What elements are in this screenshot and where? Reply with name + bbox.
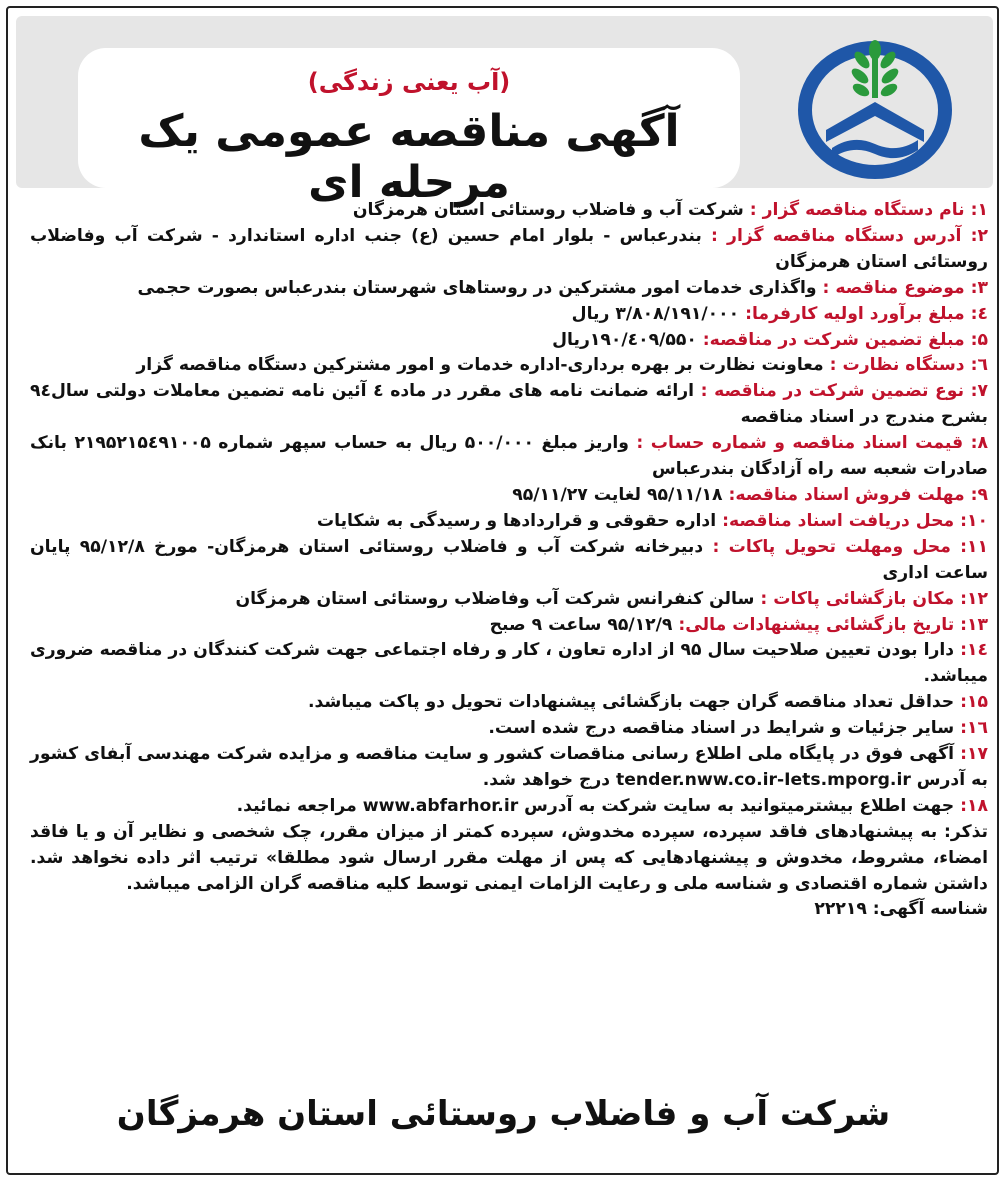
list-item [30, 431, 988, 483]
list-item [30, 535, 988, 587]
water-company-logo-icon [786, 30, 964, 182]
item-text: ۱۹۰/٤۰۹/۵۵۰ریال [552, 329, 703, 350]
item-text: سایر جزئیات و شرایط در اسناد مناقصه درج شده است. [488, 718, 961, 739]
item-label: ٦: دستگاه نظارت : [829, 355, 988, 376]
header-band [16, 16, 993, 208]
ad-id: شناسه آگهی: ۲۲۲۱۹ [814, 899, 988, 920]
item-label: ۱۵: [960, 692, 988, 713]
item-text: سالن کنفرانس شرکت آب وفاضلاب روستائی استان هرمزگان [235, 588, 761, 609]
item-label: ٤: مبلغ برآورد اولیه کارفرما: [745, 303, 988, 324]
item-label: ۱۲: مکان بازگشائی پاکات : [760, 588, 988, 609]
item-text: ۹۵/۱۱/۱۸ لغایت ۹۵/۱۱/۲۷ [512, 484, 729, 505]
item-label: ۸: قیمت اسناد مناقصه و شماره حساب : [636, 433, 988, 454]
list-item [30, 587, 988, 613]
item-text: جهت اطلاع بیشترمیتوانید به سایت شرکت به آدرس www.abfarhor.ir مراجعه نمائید. [236, 795, 961, 816]
item-label: ۱۸: [960, 795, 988, 816]
item-text: بندرعباس - بلوار امام حسین (ع) جنب اداره استاندارد - شرکت آب وفاضلاب روستائی استان هرمزگان [30, 225, 988, 272]
page-title: آگهی مناقصه عمومی یک مرحله ای [138, 106, 680, 208]
item-label: ۱٦: [960, 718, 988, 739]
item-text: دبیرخانه شرکت آب و فاضلاب روستائی استان هرمزگان- مورخ ۹۵/۱۲/۸ پایان ساعت اداری [30, 536, 988, 583]
list-item [30, 638, 988, 690]
item-text: حداقل تعداد مناقصه گران جهت بازگشائی پیشنهادات تحویل دو پاکت میباشد. [307, 692, 961, 713]
list-item [30, 353, 988, 379]
item-label: ۵: مبلغ تضمین شرکت در مناقصه: [702, 329, 988, 350]
list-item [30, 302, 988, 328]
company-signature: شرکت آب و فاضلاب روستائی استان هرمزگان [116, 1094, 891, 1134]
list-item [30, 509, 988, 535]
list-item [30, 742, 988, 794]
item-label: ۱۳: تاریخ بازگشائی پیشنهادات مالی: [678, 614, 988, 635]
item-text: اداره حقوقی و قراردادها و رسیدگی به شکایات [316, 510, 723, 531]
item-label: ۲: آدرس دستگاه مناقصه گزار : [711, 225, 988, 246]
item-text: ارائه ضمانت نامه های مقرر در ماده ٤ آئین نامه تضمین معاملات دولتی سال۹٤ بشرح مندرج در اسناد مناقصه [30, 381, 988, 428]
list-item [30, 690, 988, 716]
item-label: ۱٤: [960, 640, 988, 661]
list-item [30, 483, 988, 509]
item-text: دارا بودن تعیین صلاحیت سال ۹۵ از اداره تعاون ، کار و رفاه اجتماعی جهت شرکت کنندگان در مناقصه ضروری میباشد. [30, 640, 988, 687]
item-label: ۹: مهلت فروش اسناد مناقصه: [728, 484, 988, 505]
title-box [78, 48, 740, 208]
item-text: شرکت آب و فاضلاب روستائی استان هرمزگان [352, 200, 750, 220]
list-item [30, 716, 988, 742]
item-label: ۳: موضوع مناقصه : [822, 277, 988, 298]
notice-body [30, 198, 988, 1108]
item-label: ۱: نام دستگاه مناقصه گزار : [749, 200, 988, 220]
item-text: واریز مبلغ ۵۰۰/۰۰۰ ریال به حساب سپهر شماره ۲۱۹۵۲۱۵٤۹۱۰۰۵ بانک صادرات شعبه سه راه آزادگان بندرعباس [30, 433, 988, 480]
item-label: ۷: نوع تضمین شرکت در مناقصه : [700, 381, 988, 402]
list-item [30, 276, 988, 302]
list-item [30, 613, 988, 639]
item-text: ۹۵/۱۲/۹ ساعت ۹ صبح [489, 614, 679, 635]
note-text: تذکر: به پیشنهادهای فاقد سپرده، سپرده مخدوش، سپرده کمتر از میزان مقرر، چک شخصی و نظایر آن و یا فاقد امضاء، مشروط، مخدوش و پیشنهادهایی که پس از مهلت مقرر ارسال شود مطلقا» ترتیب اثر داده نخواهد شد. داشتن شماره اقتصادی و شناسه ملی و رعایت الزامات ایمنی توسط کلیه مناقصه گران الزامی میباشد. [30, 821, 988, 894]
notice-frame [6, 6, 999, 1175]
item-text: آگهی فوق در پایگاه ملی اطلاع رسانی مناقصات کشور و سایت مناقصه و مزایده شرکت مهندسی آبفای کشور به آدرس tender.nww.co.ir-Iets.mporg.ir درج خواهد شد. [30, 744, 988, 790]
item-text: واگذاری خدمات امور مشترکین در روستاهای شهرستان بندرعباس بصورت حجمی [137, 277, 823, 298]
list-item [30, 198, 988, 224]
list-item [30, 379, 988, 431]
list-item [30, 794, 988, 820]
list-item [30, 328, 988, 354]
item-text: معاونت نظارت بر بهره برداری-اداره خدمات و امور مشترکین دستگاه مناقصه گزار [136, 355, 830, 376]
list-item [30, 224, 988, 276]
item-label: ۱۱: محل ومهلت تحویل پاکات : [712, 536, 988, 557]
item-label: ۱۷: [960, 744, 988, 765]
item-label: ۱۰: محل دریافت اسناد مناقصه: [722, 510, 988, 531]
slogan: (آب یعنی زندگی) [307, 68, 511, 96]
item-text: ۳/۸۰۸/۱۹۱/۰۰۰ ریال [571, 303, 746, 324]
